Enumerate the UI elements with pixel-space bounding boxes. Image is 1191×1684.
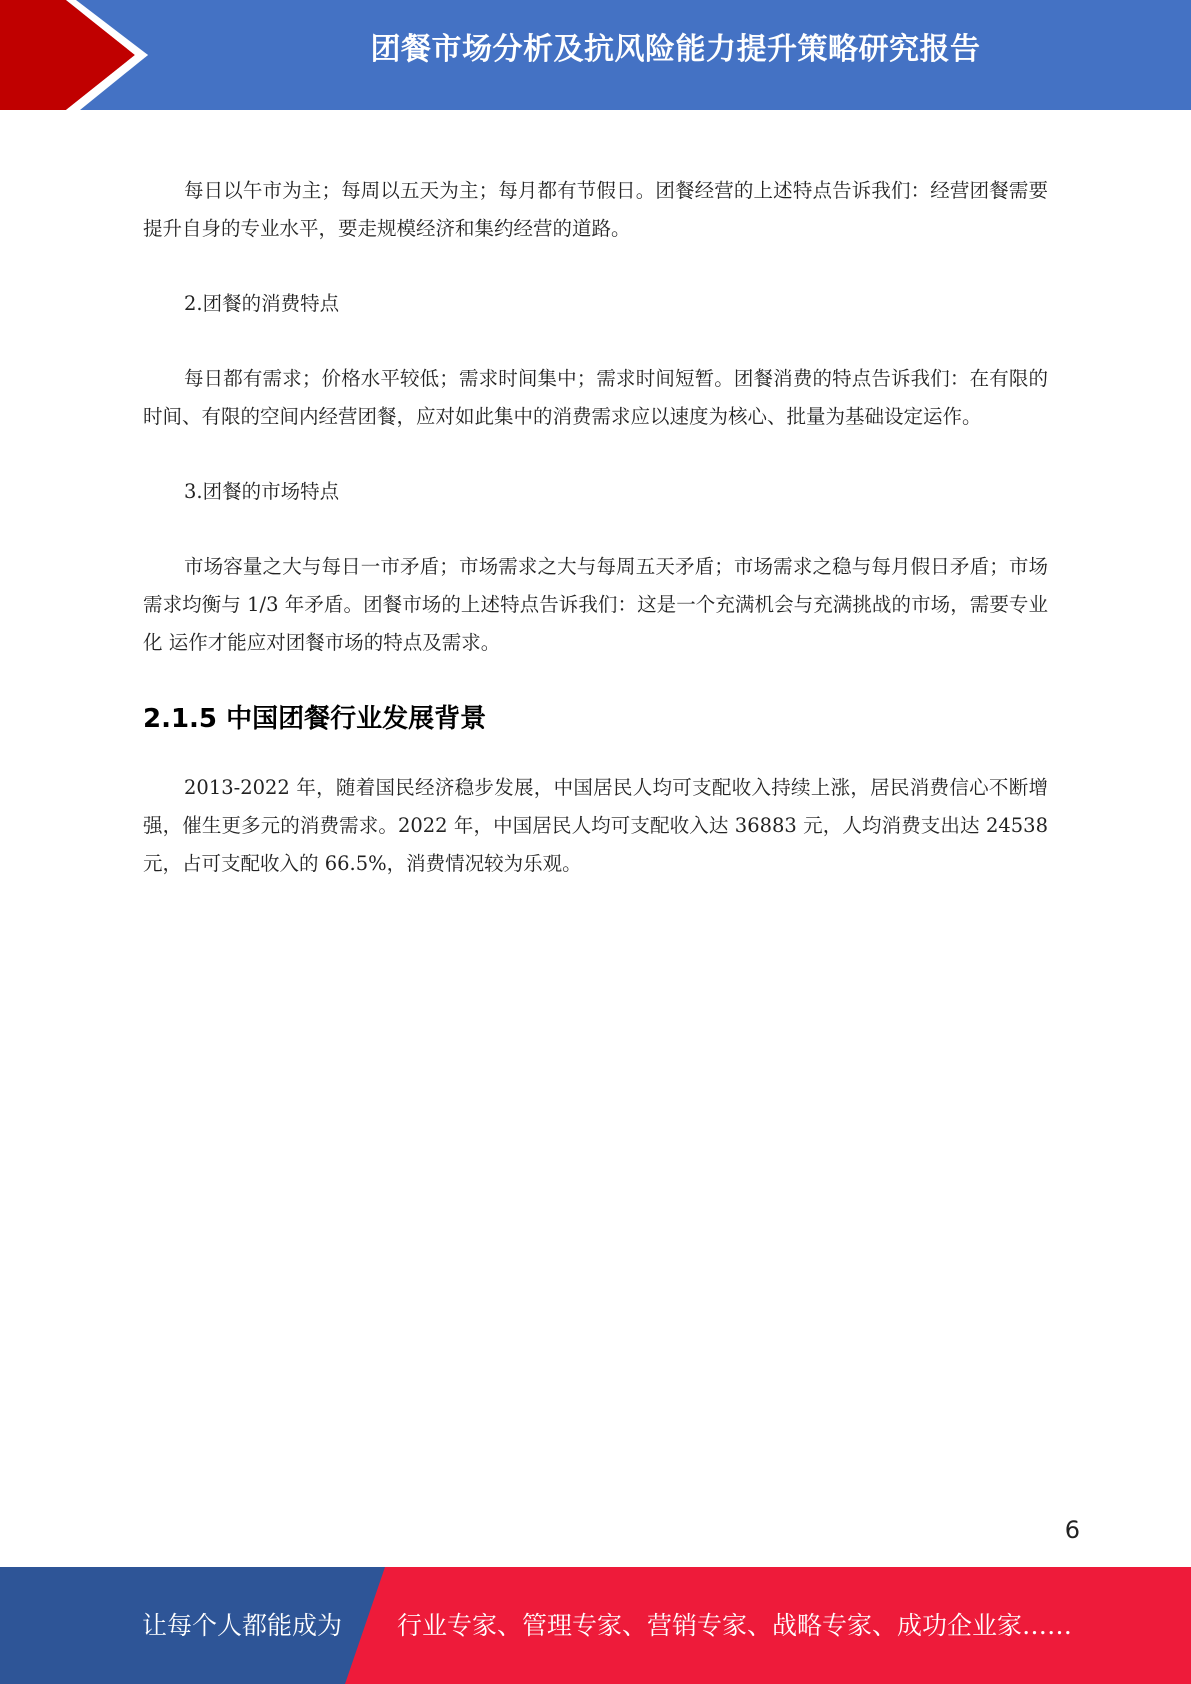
paragraph-daily-pattern: 每日以午市为主；每周以五天为主；每月都有节假日。团餐经营的上述特点告诉我们：经营团餐需要提升自身的专业水平，要走规模经济和集约经营的道路。 <box>143 179 1048 240</box>
footer-slogan-left: 让每个人都能成为 <box>142 1611 343 1640</box>
subheading-consumption-features: 2.团餐的消费特点 <box>184 292 340 315</box>
subheading-market-features: 3.团餐的市场特点 <box>184 480 340 503</box>
page-number: 6 <box>1064 1516 1080 1544</box>
page-header <box>0 0 1191 110</box>
paragraph-consumption-features: 每日都有需求；价格水平较低；需求时间集中；需求时间短暂。团餐消费的特点告诉我们：在有限的时间、有限的空间内经营团餐，应对如此集中的消费需求应以速度为核心、批量为基础设定运作。 <box>143 367 1048 428</box>
section-heading: 2.1.5 中国团餐行业发展背景 <box>143 704 487 734</box>
footer-slogan-right: 行业专家、管理专家、营销专家、战略专家、成功企业家…… <box>397 1611 1073 1640</box>
page-footer <box>0 1567 1191 1684</box>
page-content <box>143 172 1048 920</box>
paragraph-market-features: 市场容量之大与每日一市矛盾；市场需求之大与每周五天矛盾；市场需求之稳与每月假日矛盾；市场需求均衡与 1/3 年矛盾。团餐市场的上述特点告诉我们：这是一个充满机会与充满挑战的市场，需要专业化 运作才能应对团餐市场的特点及需求。 <box>143 555 1048 654</box>
report-title: 团餐市场分析及抗风险能力提升策略研究报告 <box>370 32 981 67</box>
paragraph-industry-background: 2013-2022 年，随着国民经济稳步发展，中国居民人均可支配收入持续上涨，居民消费信心不断增强，催生更多元的消费需求。2022 年，中国居民人均可支配收入达 36883 元，人均消费支出达 24538 元，占可支配收入的 66.5%，消费情况较为乐观。 <box>143 776 1048 875</box>
